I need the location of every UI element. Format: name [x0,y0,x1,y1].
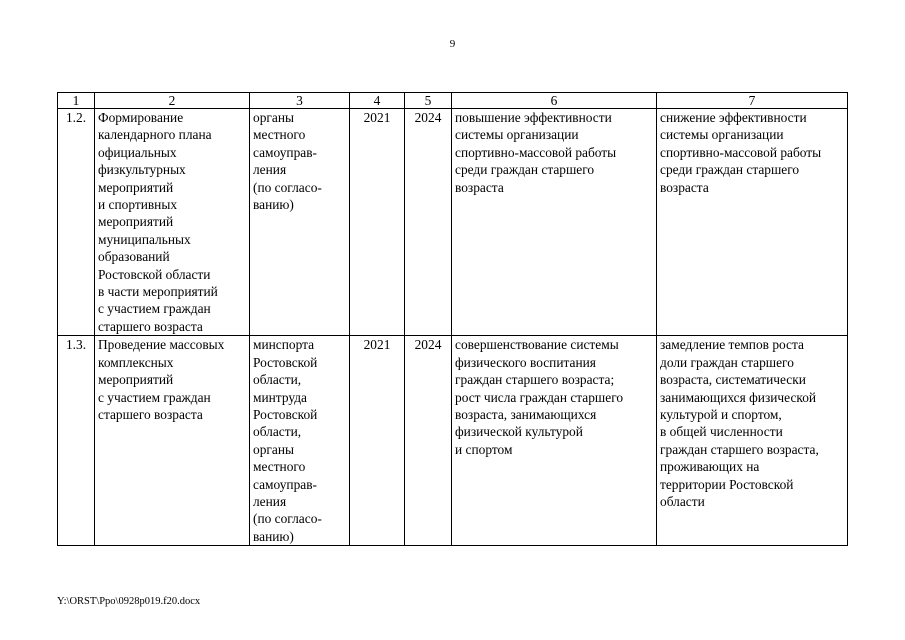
row-number: 1.3. [58,336,95,546]
activity-text: Формирование календарного плана официальных физкультурных мероприятий и спортивных мероприятий муниципальных образований Ростовской области в части мероприятий с участием граждан старшего возраста [98,110,218,334]
start-year: 2021 [350,336,405,546]
result-cell [452,336,657,546]
result-text: повышение эффективности системы организации спортивно-массовой работы среди граждан старшего возраста [455,110,617,195]
table-row [58,109,848,336]
result-text: совершенствование системы физического воспитания граждан старшего возраста; рост числа граждан старшего возраста, занимающихся физической культурой и спортом [455,337,624,457]
executor-cell [250,109,350,336]
consequence-cell [657,109,848,336]
column-header-6: 6 [452,93,657,109]
executor-text: минспорта Ростовской области, минтруда Ростовской области, органы местного самоуправ- ления (по согласо- ванию) [253,337,322,544]
consequence-cell [657,336,848,546]
footer-file-path: Y:\ORST\Ppo\0928p019.f20.docx [57,596,201,607]
table-row [58,336,848,546]
column-header-5: 5 [405,93,452,109]
activity-cell [95,109,250,336]
executor-cell [250,336,350,546]
executor-text: органы местного самоуправ- ления (по согласо- ванию) [253,110,322,213]
activity-cell [95,336,250,546]
end-year: 2024 [405,336,452,546]
consequence-text: замедление темпов роста доли граждан старшего возраста, систематически занимающихся физической культурой и спортом, в общей численности граждан старшего возраста, проживающих на территории Ростовской области [660,337,819,509]
column-header-1: 1 [58,93,95,109]
row-number: 1.2. [58,109,95,336]
start-year: 2021 [350,109,405,336]
end-year: 2024 [405,109,452,336]
result-cell [452,109,657,336]
column-header-7: 7 [657,93,848,109]
activity-text: Проведение массовых комплексных мероприятий с участием граждан старшего возраста [98,337,225,422]
column-header-2: 2 [95,93,250,109]
consequence-text: снижение эффективности системы организации спортивно-массовой работы среди граждан старшего возраста [660,110,822,195]
table-header-row [58,93,848,109]
measures-table [57,92,848,546]
page-number: 9 [449,38,456,50]
column-header-3: 3 [250,93,350,109]
column-header-4: 4 [350,93,405,109]
